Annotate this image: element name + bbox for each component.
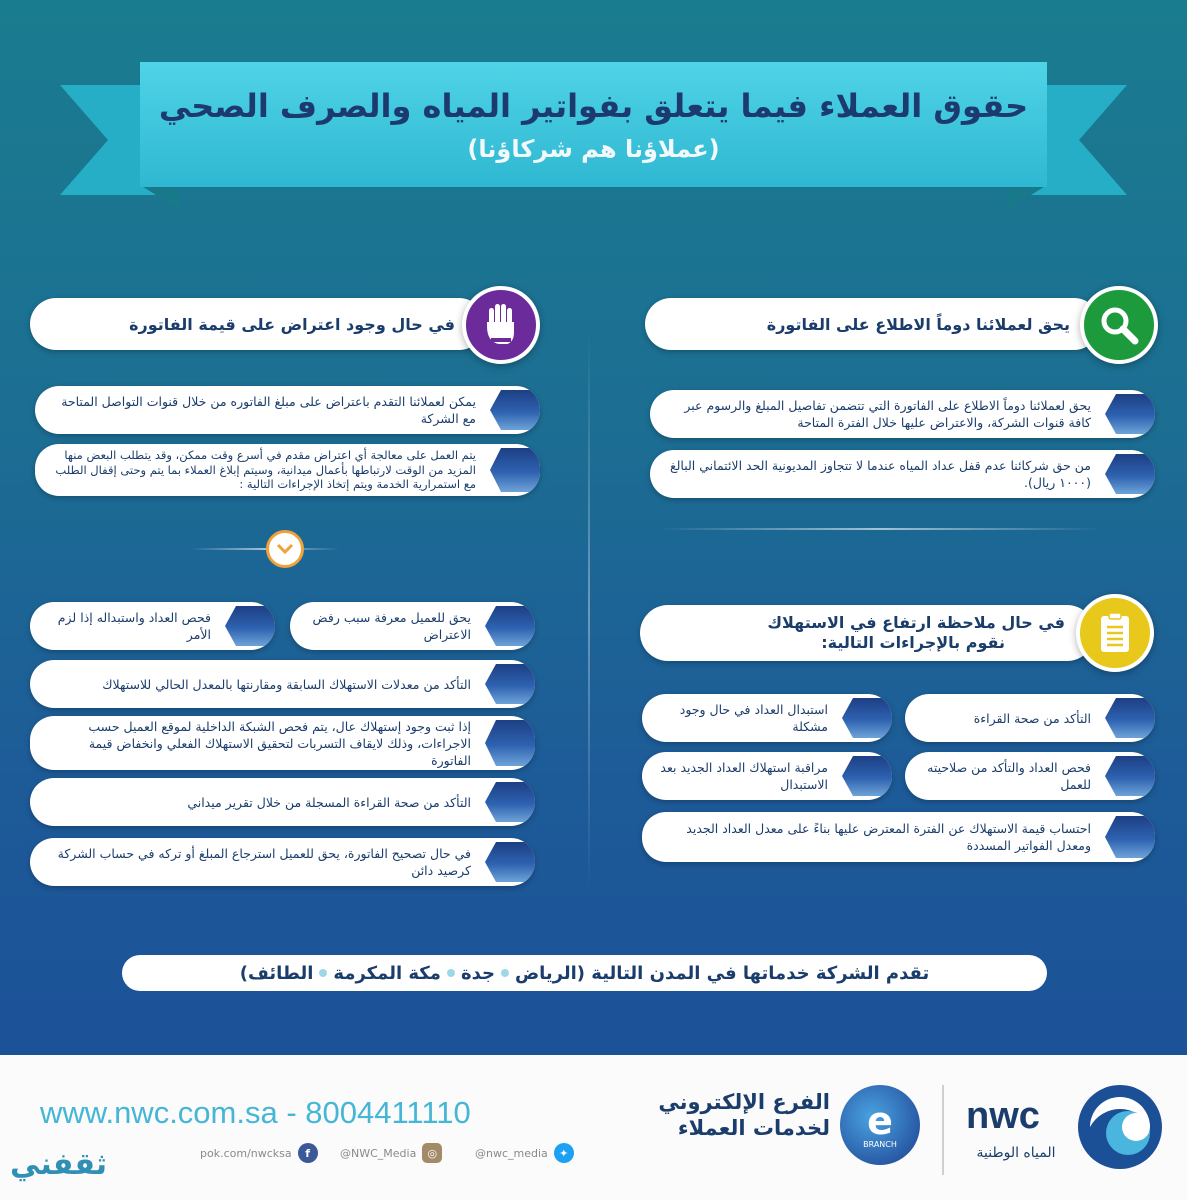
magnifier-icon <box>1080 286 1158 364</box>
right-bottom-grid-3 <box>905 752 1155 800</box>
instagram-icon: ◎ <box>422 1143 442 1163</box>
right-top-header-text: يحق لعملائنا دوماً الاطلاع على الفاتورة <box>766 314 1070 334</box>
footer <box>0 1055 1187 1200</box>
ribbon-fold-right <box>1007 185 1047 210</box>
ebranch-logo <box>840 1085 920 1165</box>
page-title: حقوق العملاء فيما يتعلق بفواتير المياه والصرف الصحي <box>158 86 1029 125</box>
left-bottom-item-4 <box>30 838 535 886</box>
twitter-handle: @nwc_media <box>475 1146 548 1160</box>
clipboard-icon <box>1076 594 1154 672</box>
left-bottom-pair-1-text: يحق للعميل معرفة سبب رفض الاعتراض <box>312 610 471 642</box>
right-top-item-2-text: من حق شركائنا عدم قفل عداد المياه عندما لا تتجاوز المديونية الحد الائتماني البالغ (١٠٠٠ ريال). <box>669 458 1091 490</box>
cities-prefix: تقدم الشركة خدماتها في المدن التالية (الرياض <box>514 962 930 984</box>
left-bottom-item-2-text: إذا ثبت وجود إستهلاك عال، يتم فحص الشبكة الداخلية لموقع العميل حسب الاجراءات، وذلك لايقاف التسربات لتحقيق الاستهلاك الفعلي وانخفاض قيمة الفاتورة <box>88 718 471 768</box>
ribbon-fold-left <box>140 185 180 210</box>
right-divider-line <box>660 528 1100 530</box>
left-top-item-1 <box>35 386 540 434</box>
nwc-logo-subtitle: المياه الوطنية <box>976 1145 1056 1161</box>
facebook-link[interactable] <box>200 1143 318 1163</box>
left-bottom-item-2 <box>30 716 535 770</box>
right-bottom-header-line1: في حال ملاحظة ارتفاع في الاستهلاك <box>767 613 1065 632</box>
nwc-logo-text: nwc <box>966 1095 1040 1137</box>
right-bottom-grid-2 <box>642 694 892 742</box>
dot-separator <box>501 969 509 977</box>
right-bottom-grid-3-text: فحص العداد والتأكد من صلاحيته للعمل <box>927 760 1091 792</box>
chevron-down-icon <box>266 530 304 568</box>
right-bottom-grid-4 <box>642 752 892 800</box>
twitter-icon: ✦ <box>554 1143 574 1163</box>
hand-icon <box>462 286 540 364</box>
left-bottom-item-1 <box>30 660 535 708</box>
right-bottom-wide <box>642 812 1155 862</box>
left-bottom-pair-2-text: فحص العداد واستبداله إذا لزم الأمر <box>57 610 211 642</box>
left-top-header <box>30 298 485 350</box>
cities-banner <box>122 955 1047 991</box>
ebranch-line1: الفرع الإلكتروني <box>658 1090 830 1114</box>
contact-info[interactable]: www.nwc.com.sa - 8004411110 <box>40 1095 471 1130</box>
left-top-item-2 <box>35 444 540 496</box>
right-bottom-grid-1 <box>905 694 1155 742</box>
right-top-item-2 <box>650 450 1155 498</box>
left-top-header-text: في حال وجود اعتراض على قيمة الفاتورة <box>129 314 455 334</box>
left-bottom-pair-1 <box>290 602 535 650</box>
dot-separator <box>319 969 327 977</box>
right-top-item-1 <box>650 390 1155 438</box>
title-ribbon <box>140 62 1047 187</box>
left-bottom-item-3 <box>30 778 535 826</box>
center-divider <box>588 330 590 890</box>
right-top-header <box>645 298 1100 350</box>
city-taif: الطائف) <box>239 962 314 984</box>
left-bottom-item-4-text: في حال تصحيح الفاتورة، يحق للعميل استرجاع المبلغ أو تركه في حساب الشركة كرصيد دائن <box>57 846 471 878</box>
right-bottom-wide-text: احتساب قيمة الاستهلاك عن الفترة المعترض عليها بناءً على معدل العداد الجديد ومعدل الفواتير المسددة <box>686 821 1091 853</box>
twitter-link[interactable] <box>475 1143 574 1163</box>
left-bottom-item-3-text: التأكد من صحة القراءة المسجلة من خلال تقرير ميداني <box>187 794 471 810</box>
left-bottom-pair-2 <box>30 602 275 650</box>
instagram-handle: @NWC_Media <box>340 1146 417 1160</box>
right-top-item-1-text: يحق لعملائنا دوماً الاطلاع على الفاتورة التي تتضمن تفاصيل المبلغ والرسوم عبر كافة قنوات الشركة، والاعتراض عليها خلال الفترة المتاحة <box>684 398 1091 430</box>
right-bottom-grid-4-text: مراقبة استهلاك العداد الجديد بعد الاستبدال <box>660 760 828 792</box>
ebranch-logo-word: BRANCH <box>863 1139 897 1149</box>
left-top-item-1-text: يمكن لعملائنا التقدم باعتراض على مبلغ الفاتوره من خلال قنوات التواصل المتاحة مع الشركة <box>61 394 476 426</box>
watermark-logo: ثقفني <box>10 1147 108 1182</box>
ebranch-line2: لخدمات العملاء <box>677 1116 830 1140</box>
page-subtitle: (عملاؤنا هم شركاؤنا) <box>467 134 720 163</box>
ebranch-logo-letter: e <box>867 1098 893 1143</box>
right-bottom-header-line2: نقوم بالإجراءات التالية: <box>821 633 1005 652</box>
left-bottom-item-1-text: التأكد من معدلات الاستهلاك السابقة ومقارنتها بالمعدل الحالي للاستهلاك <box>102 676 471 692</box>
dot-separator <box>447 969 455 977</box>
right-bottom-grid-2-text: استبدال العداد في حال وجود مشكلة <box>679 702 828 734</box>
footer-separator <box>942 1085 944 1175</box>
facebook-icon: f <box>298 1143 318 1163</box>
city-jeddah: جدة <box>460 962 495 984</box>
city-makkah: مكة المكرمة <box>333 962 441 984</box>
right-bottom-header <box>640 605 1095 661</box>
facebook-handle: pok.com/nwcksa <box>200 1146 292 1160</box>
nwc-drop-logo <box>1070 1077 1170 1177</box>
left-top-item-2-text: يتم العمل على معالجة أي اعتراض مقدم في أسرع وقت ممكن، وقد يتطلب البعض منها المزيد من الوقت لارتباطها بأعمال ميدانية، وسيتم إبلاغ العملاء بما يتم وحتى إقفال الطلب مع استمرارية الخدمة ويتم إتخاذ الإجراءات التالية : <box>55 448 476 492</box>
ebranch-text <box>640 1090 830 1140</box>
right-bottom-grid-1-text: التأكد من صحة القراءة <box>973 710 1091 726</box>
instagram-link[interactable] <box>340 1143 442 1163</box>
left-divider-line <box>190 548 340 550</box>
